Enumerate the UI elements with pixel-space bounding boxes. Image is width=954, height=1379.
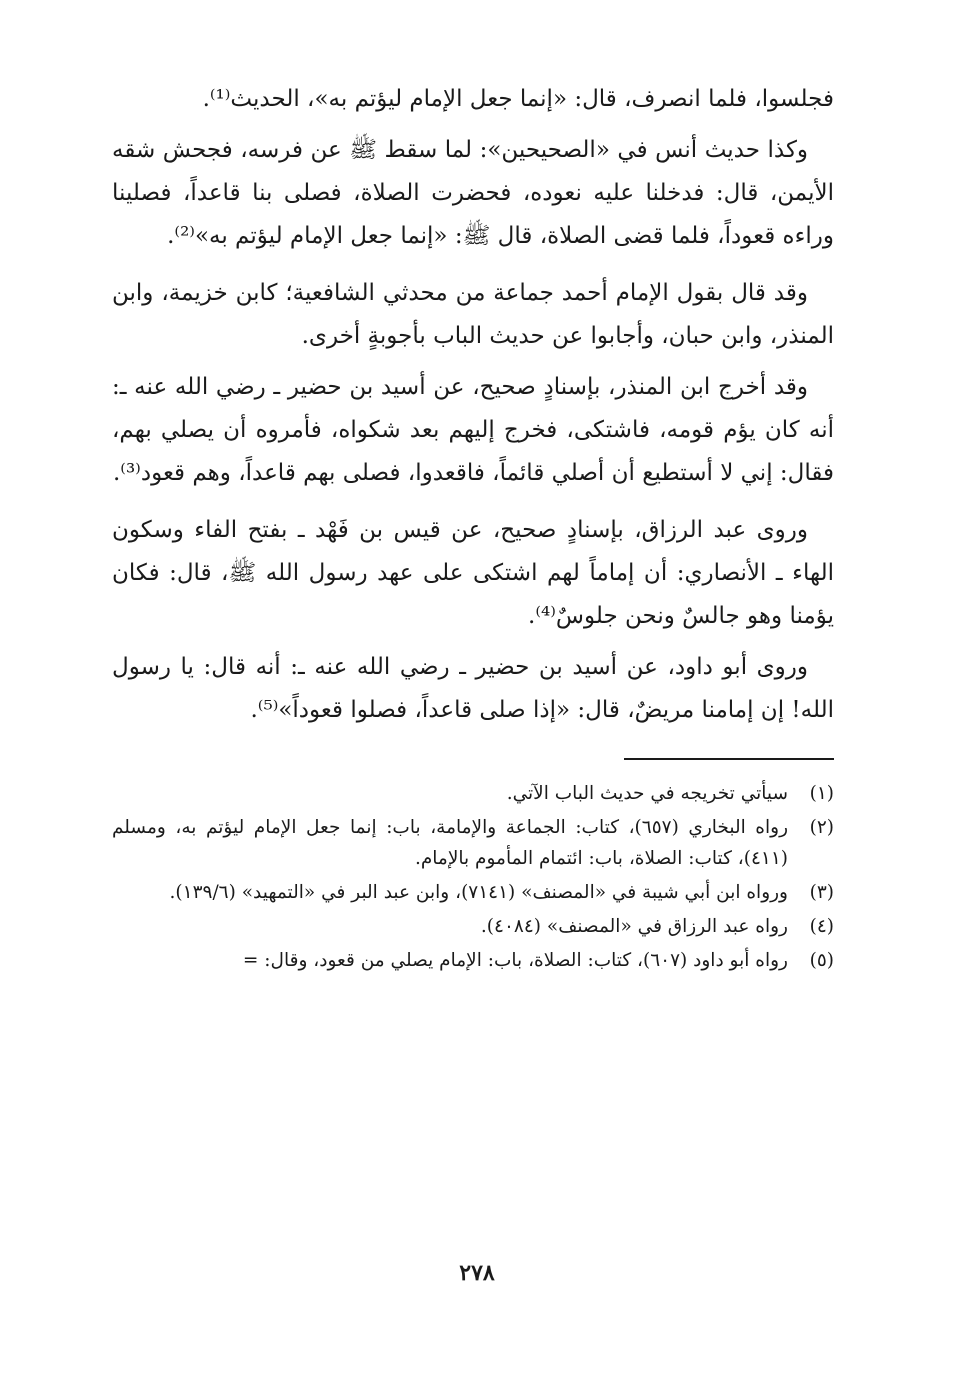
- footnote-number: (٣): [809, 882, 834, 903]
- footnote-2: [112, 812, 834, 874]
- main-text: [112, 78, 834, 732]
- footnote-number: (٤): [809, 916, 834, 937]
- footnote-text: سيأتي تخريجه في حديث الباب الآتي.: [506, 783, 788, 804]
- footnote-3: [112, 877, 834, 908]
- footnote-text: رواه أبو داود (٦٠٧)، كتاب: الصلاة، باب: الإمام يصلي من قعود، وقال: =: [242, 950, 788, 971]
- paragraph-5: وروى عبد الرزاق، بإسنادٍ صحيح، عن قيس بن فَهْد ـ بفتح الفاء وسكون الهاء ـ الأنصاري: أن إماماً لهم اشتكى على عهد رسول الله ﷺ، قال: فكان يؤمنا وهو جالسٌ ونحن جلوسٌ⁽⁴⁾.: [112, 517, 834, 629]
- paragraph-2: وكذا حديث أنس في «الصحيحين»: لما سقط ﷺ عن فرسه، فجحش شقه الأيمن، قال: فدخلنا عليه نعوده، فحضرت الصلاة، فصلى بنا قاعداً، فصلينا وراءه قعوداً، فلما قضى الصلاة، قال ﷺ: «إنما جعل الإمام ليؤتم به»⁽²⁾.: [112, 137, 834, 249]
- footnote-divider: [624, 758, 834, 760]
- footnote-text: رواه البخاري (٦٥٧)، كتاب: الجماعة والإمامة، باب: إنما جعل الإمام ليؤتم به، ومسلم (٤١١)، كتاب: الصلاة، باب: ائتمام المأموم بالإمام.: [112, 817, 788, 869]
- page-number: ٢٧٨: [459, 1260, 495, 1286]
- paragraph-4: وقد أخرج ابن المنذر، بإسنادٍ صحيح، عن أسيد بن حضير ـ رضي الله عنه ـ: أنه كان يؤم قومه، فاشتكى، فخرج إليهم بعد شكواه، فأمروه أن يصلي بهم، فقال: إني لا أستطيع أن أصلي قائماً، فاقعدوا، فصلى بهم قاعداً، وهم قعود⁽³⁾.: [112, 374, 834, 486]
- footnote-text: ورواه ابن أبي شيبة في «المصنف» (٧١٤١)، وابن عبد البر في «التمهيد» (١٣٩/٦).: [169, 882, 788, 903]
- footnote-text: رواه عبد الرزاق في «المصنف» (٤٠٨٤).: [480, 916, 788, 937]
- book-page: [112, 78, 834, 979]
- footnotes: [112, 778, 834, 976]
- paragraph-3: وقد قال بقول الإمام أحمد جماعة من محدثي الشافعية؛ كابن خزيمة، وابن المنذر، وابن حبان، وأجابوا عن حديث الباب بأجوبةٍ أخرى.: [112, 280, 834, 349]
- footnote-number: (٢): [809, 817, 834, 838]
- paragraph-6: وروى أبو داود، عن أسيد بن حضير ـ رضي الله عنه ـ: أنه قال: يا رسول الله! إن إمامنا مريضٌ، قال: «إذا صلى قاعداً، فصلوا قعوداً»⁽⁵⁾.: [112, 654, 834, 723]
- footnote-number: (١): [809, 783, 834, 804]
- footnote-5: [112, 945, 834, 976]
- footnote-1: [112, 778, 834, 809]
- paragraph-1: فجلسوا، فلما انصرف، قال: «إنما جعل الإمام ليؤتم به»، الحديث⁽¹⁾.: [202, 86, 834, 112]
- footnote-4: [112, 911, 834, 942]
- footnote-number: (٥): [809, 950, 834, 971]
